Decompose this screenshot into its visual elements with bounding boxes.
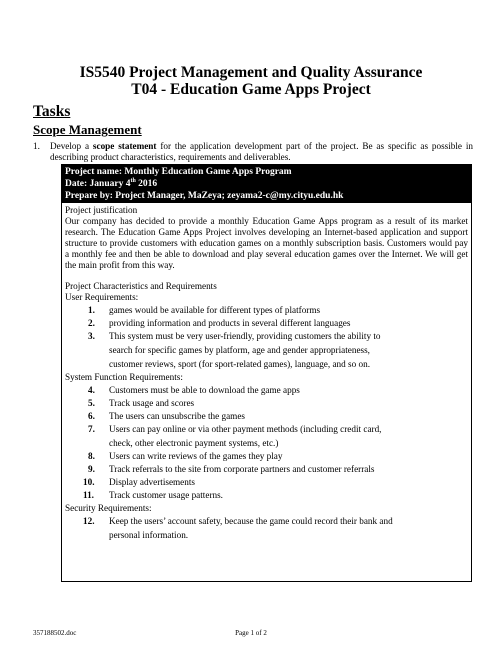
requirement-number: 10.	[83, 477, 95, 487]
user-requirements-heading: User Requirements:	[65, 292, 139, 302]
heading-scope-management: Scope Management	[33, 122, 142, 137]
justification-text: Our company has decided to provide a monthly Education Game Apps program as a result of its market research. The Education Game Apps Project involves developing an Internet-based application and support structure to provide customers with education games on a monthly subscription basis. Customers would pay a monthly fee and then be able to download and play several education games over the Internet. We will get the main profit from this way.	[65, 216, 468, 270]
requirement-item	[65, 411, 468, 422]
requirement-text-cont: check, other electronic payment systems, etc.)	[109, 438, 279, 448]
requirement-number: 1.	[88, 305, 95, 315]
requirement-text: providing information and products in several different languages	[109, 318, 351, 328]
requirement-item	[65, 385, 468, 396]
requirement-number: 11.	[83, 490, 94, 500]
task-item-1	[33, 141, 473, 163]
project-date	[65, 178, 468, 190]
requirement-item	[65, 477, 468, 488]
requirement-text: Users can write reviews of the games they play	[109, 451, 283, 461]
requirement-number: 12.	[83, 516, 95, 526]
requirement-text: games would be available for different types of platforms	[109, 305, 321, 315]
requirement-number: 3.	[88, 331, 95, 341]
task-text-bold: scope statement	[92, 141, 157, 151]
requirement-item	[65, 451, 468, 462]
requirement-number: 9.	[88, 464, 95, 474]
requirement-text: This system must be very user-friendly, providing customers the ability to	[109, 331, 381, 341]
requirement-number: 8.	[88, 451, 95, 461]
task-text-after: for the application development part of the project. Be as specific as possible in describing product characteristics, requirements and deliverables.	[50, 141, 473, 162]
requirement-text-cont2: customer reviews, sport (for sport-related games), language, and so on.	[109, 359, 370, 369]
requirement-item	[65, 516, 468, 541]
date-sup: th	[130, 177, 136, 184]
date-suffix: 2016	[135, 179, 158, 189]
requirement-text: Users can pay online or via other payment methods (including credit card,	[109, 424, 382, 434]
footer-filename: 357188502.doc	[33, 629, 77, 637]
requirement-item	[65, 424, 468, 449]
document-title-line1: IS5540 Project Management and Quality Assurance	[79, 64, 423, 81]
requirement-text-cont: personal information.	[109, 530, 189, 540]
requirement-item	[65, 305, 468, 316]
requirement-item	[65, 398, 468, 409]
requirement-text: Customers must be able to download the game apps	[109, 385, 300, 395]
date-prefix: Date: January 4	[65, 179, 131, 189]
project-name: Project name: Monthly Education Game Apps Program	[65, 167, 292, 177]
requirement-item	[65, 464, 468, 475]
justification-heading: Project justification	[65, 205, 138, 215]
requirement-number: 2.	[88, 318, 95, 328]
requirement-item	[65, 318, 468, 329]
requirement-number: 6.	[88, 411, 95, 421]
requirement-text: Track usage and scores	[109, 398, 195, 408]
security-requirements-heading: Security Requirements:	[65, 503, 152, 513]
requirement-number: 4.	[88, 385, 95, 395]
requirement-item	[65, 490, 468, 501]
characteristics-heading: Project Characteristics and Requirements	[65, 281, 217, 291]
footer-page-number: Page 1 of 2	[235, 629, 267, 637]
prepared-by: Prepare by: Project Manager, MaZeya; zeyama2-c@my.cityu.edu.hk	[65, 191, 344, 201]
requirement-number: 7.	[88, 424, 95, 434]
heading-tasks: Tasks	[33, 103, 71, 120]
requirement-text: Track customer usage patterns.	[109, 490, 223, 500]
document-title-line2: T04 - Education Game Apps Project	[131, 81, 371, 98]
scope-statement-body	[62, 203, 471, 541]
requirement-text-cont: search for specific games by platform, age and gender appropriateness,	[109, 345, 370, 355]
task-text-before: Develop a	[50, 141, 93, 151]
system-requirements-heading: System Function Requirements:	[65, 372, 183, 382]
scope-statement-header	[62, 165, 471, 203]
requirement-text: Track referrals to the site from corporate partners and customer referrals	[109, 464, 375, 474]
requirement-text: Keep the users’ account safety, because the game could record their bank and	[109, 516, 393, 526]
requirement-item	[65, 331, 468, 370]
task-text	[50, 141, 473, 163]
scope-statement-box	[61, 164, 472, 582]
requirement-number: 5.	[88, 398, 95, 408]
task-number: 1.	[33, 141, 40, 151]
requirement-text: Display advertisements	[109, 477, 195, 487]
requirement-text: The users can unsubscribe the games	[109, 411, 245, 421]
